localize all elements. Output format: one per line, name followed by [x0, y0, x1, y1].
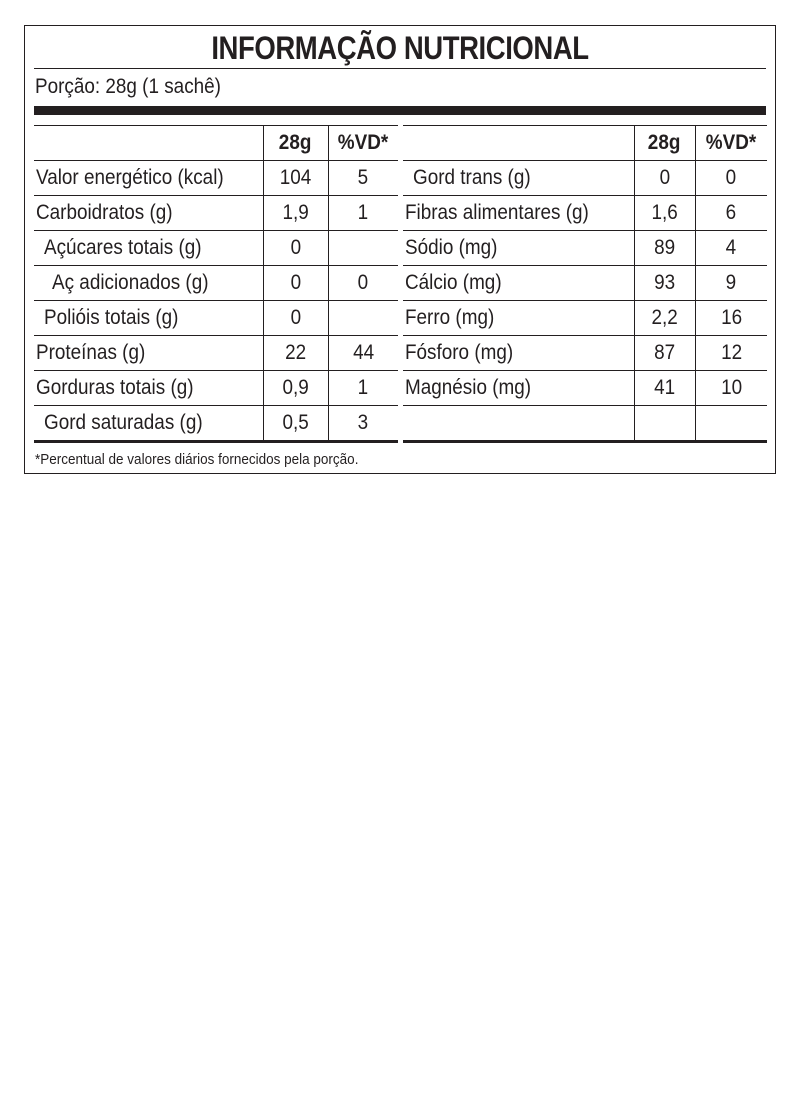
- nutrient-name: [403, 406, 634, 442]
- nutrient-amount: 0: [634, 161, 695, 196]
- nutrient-name: Gorduras totais (g): [34, 371, 263, 406]
- nutrient-dv: 12: [695, 336, 767, 371]
- table-row: [403, 196, 767, 231]
- nutrient-amount: 0,5: [263, 406, 328, 442]
- amount-column-header: 28g: [634, 126, 695, 161]
- nutrient-name: Magnésio (mg): [403, 371, 634, 406]
- nutrient-column-header: [34, 126, 263, 161]
- nutrient-amount: 2,2: [634, 301, 695, 336]
- nutrient-amount: [634, 406, 695, 442]
- nutrient-amount: 41: [634, 371, 695, 406]
- footnote: *Percentual de valores diários fornecidos pela porção.: [35, 451, 359, 468]
- nutrient-name: Gord saturadas (g): [34, 406, 263, 442]
- table-row: [34, 336, 398, 371]
- nutrient-amount: 87: [634, 336, 695, 371]
- table-row: [34, 406, 398, 442]
- nutrient-name: Carboidratos (g): [34, 196, 263, 231]
- nutrient-dv: 44: [328, 336, 398, 371]
- portion-size: Porção: 28g (1 sachê): [35, 75, 221, 98]
- nutrient-name: Sódio (mg): [403, 231, 634, 266]
- nutrient-name: Valor energético (kcal): [34, 161, 263, 196]
- table-row: [403, 371, 767, 406]
- nutrient-name: Proteínas (g): [34, 336, 263, 371]
- nutrient-dv: 6: [695, 196, 767, 231]
- nutrient-dv: 1: [328, 371, 398, 406]
- dv-column-header: %VD*: [328, 126, 398, 161]
- title-divider: [34, 68, 766, 69]
- table-row: [403, 161, 767, 196]
- nutrient-name: Fósforo (mg): [403, 336, 634, 371]
- dv-column-header: %VD*: [695, 126, 767, 161]
- nutrient-table-right: [403, 125, 767, 443]
- nutrient-dv: 0: [328, 266, 398, 301]
- nutrient-amount: 89: [634, 231, 695, 266]
- nutrition-facts-label: [24, 25, 776, 474]
- header-thick-bar: [34, 106, 766, 115]
- table-row: [403, 336, 767, 371]
- table-header-row: [34, 126, 398, 161]
- nutrient-amount: 93: [634, 266, 695, 301]
- nutrient-amount: 0: [263, 231, 328, 266]
- nutrient-amount: 0,9: [263, 371, 328, 406]
- table-row: [403, 266, 767, 301]
- nutrient-dv: 10: [695, 371, 767, 406]
- nutrient-amount: 0: [263, 301, 328, 336]
- nutrient-name: Cálcio (mg): [403, 266, 634, 301]
- nutrient-dv: [328, 231, 398, 266]
- nutrient-dv: [328, 301, 398, 336]
- table-row: [34, 161, 398, 196]
- nutrient-amount: 1,9: [263, 196, 328, 231]
- table-row: [34, 371, 398, 406]
- nutrient-dv: 1: [328, 196, 398, 231]
- nutrient-name: Ferro (mg): [403, 301, 634, 336]
- table-row: [34, 301, 398, 336]
- nutrient-table-left: [34, 125, 398, 443]
- nutrient-name: Gord trans (g): [403, 161, 634, 196]
- label-title: INFORMAÇÃO NUTRICIONAL: [211, 30, 589, 66]
- nutrient-dv: 0: [695, 161, 767, 196]
- nutrient-amount: 22: [263, 336, 328, 371]
- nutrient-column-header: [403, 126, 634, 161]
- nutrient-amount: 1,6: [634, 196, 695, 231]
- table-row: [34, 231, 398, 266]
- nutrient-dv: 16: [695, 301, 767, 336]
- table-row: [403, 301, 767, 336]
- nutrient-amount: 0: [263, 266, 328, 301]
- nutrient-name: Aç adicionados (g): [34, 266, 263, 301]
- nutrient-name: Açúcares totais (g): [34, 231, 263, 266]
- nutrient-dv: 3: [328, 406, 398, 442]
- nutrient-amount: 104: [263, 161, 328, 196]
- nutrient-dv: 4: [695, 231, 767, 266]
- amount-column-header: 28g: [263, 126, 328, 161]
- nutrient-dv: 5: [328, 161, 398, 196]
- table-row: [34, 196, 398, 231]
- nutrient-name: Fibras alimentares (g): [403, 196, 634, 231]
- table-row: [34, 266, 398, 301]
- nutrient-dv: [695, 406, 767, 442]
- table-row: [403, 406, 767, 442]
- nutrient-dv: 9: [695, 266, 767, 301]
- nutrient-name: Polióis totais (g): [34, 301, 263, 336]
- table-row: [403, 231, 767, 266]
- table-header-row: [403, 126, 767, 161]
